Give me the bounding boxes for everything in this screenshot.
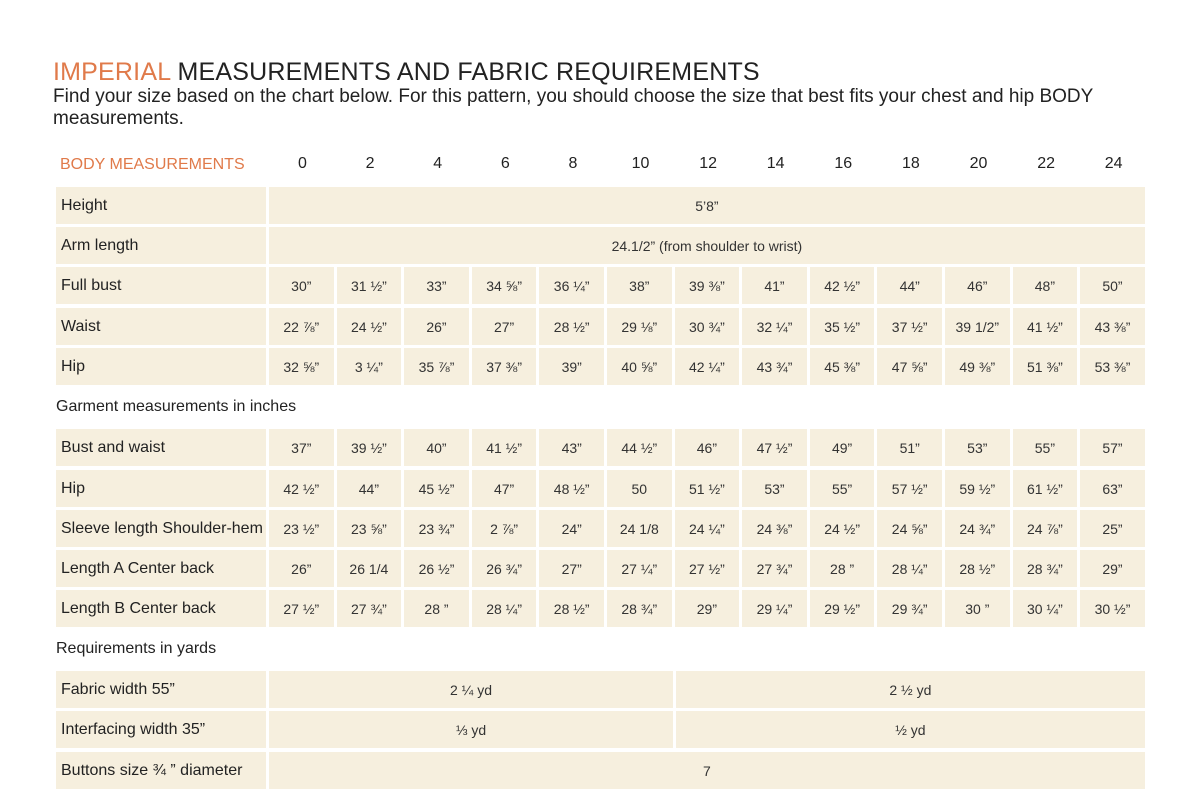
row-label-hip: Hip	[56, 348, 266, 385]
waist-cell: 27”	[472, 308, 537, 345]
row-label-garment-hip: Hip	[56, 470, 266, 507]
row-label-fabric-width: Fabric width 55”	[56, 671, 266, 708]
row-label-arm-length: Arm length	[56, 227, 266, 264]
waist-cell: 22 ⅞”	[269, 308, 334, 345]
length-b-cell: 28 ¾”	[607, 590, 672, 627]
body-hip-cell: 49 ⅜”	[945, 348, 1010, 385]
sleeve-length-cell: 24 ⅜”	[742, 510, 807, 547]
interfacing-small-sizes: ⅓ yd	[269, 711, 673, 748]
bust-waist-cell: 46”	[675, 429, 740, 466]
length-a-cell: 28 ”	[810, 550, 875, 587]
buttons-value: 7	[269, 752, 1145, 789]
length-b-cell: 29 ½”	[810, 590, 875, 627]
length-b-cell: 28 ”	[404, 590, 469, 627]
length-a-cell: 28 ¾”	[1013, 550, 1078, 587]
waist-cell: 41 ½”	[1013, 308, 1078, 345]
waist-cell: 28 ½”	[539, 308, 604, 345]
size-header-2: 2	[365, 155, 375, 172]
full-bust-cell: 38”	[607, 267, 672, 304]
row-label-waist: Waist	[56, 308, 266, 345]
body-hip-cell: 3 ¼”	[337, 348, 402, 385]
garment-hip-cell: 61 ½”	[1013, 470, 1078, 507]
size-header-14: 14	[766, 155, 785, 172]
row-label-bust-waist: Bust and waist	[56, 429, 266, 466]
garment-hip-cell: 45 ½”	[404, 470, 469, 507]
length-b-cell: 28 ½”	[539, 590, 604, 627]
length-a-cell: 29”	[1080, 550, 1145, 587]
length-b-cell: 29 ¾”	[877, 590, 942, 627]
waist-cell: 32 ¼”	[742, 308, 807, 345]
waist-cell: 39 1/2”	[945, 308, 1010, 345]
garment-hip-cell: 63”	[1080, 470, 1145, 507]
full-bust-cell: 46”	[945, 267, 1010, 304]
garment-hip-cell: 53”	[742, 470, 807, 507]
body-hip-cell: 42 ¼”	[675, 348, 740, 385]
length-b-cell: 29 ¼”	[742, 590, 807, 627]
bust-waist-cell: 55”	[1013, 429, 1078, 466]
page-title	[53, 58, 760, 87]
waist-cell: 24 ½”	[337, 308, 402, 345]
waist-cell: 35 ½”	[810, 308, 875, 345]
bust-waist-cell: 40”	[404, 429, 469, 466]
garment-hip-cell: 50	[607, 470, 672, 507]
body-hip-cell: 32 ⅝”	[269, 348, 334, 385]
length-a-cell: 26”	[269, 550, 334, 587]
size-header-8: 8	[568, 155, 578, 172]
body-hip-cell: 51 ⅜”	[1013, 348, 1078, 385]
size-header-16: 16	[834, 155, 853, 172]
full-bust-cell: 34 ⅝”	[472, 267, 537, 304]
full-bust-cell: 41”	[742, 267, 807, 304]
length-a-cell: 26 ¾”	[472, 550, 537, 587]
body-hip-cell: 47 ⅝”	[877, 348, 942, 385]
interfacing-large-sizes: ½ yd	[676, 711, 1145, 748]
sleeve-length-cell: 24 ¾”	[945, 510, 1010, 547]
row-label-sleeve-length: Sleeve length Shoulder-hem	[56, 510, 266, 547]
sleeve-length-cell: 2 ⅞”	[472, 510, 537, 547]
bust-waist-cell: 49”	[810, 429, 875, 466]
size-header-0: 0	[298, 155, 307, 172]
sleeve-length-cell: 24 ⅞”	[1013, 510, 1078, 547]
waist-cell: 26”	[404, 308, 469, 345]
page-subtitle: Find your size based on the chart below. For this pattern, you should choose the size that best fits your chest and hip BODY measurements.	[53, 86, 1093, 129]
row-label-length-b: Length B Center back	[56, 590, 266, 627]
full-bust-cell: 48”	[1013, 267, 1078, 304]
garment-hip-cell: 51 ½”	[675, 470, 740, 507]
length-a-cell: 27”	[539, 550, 604, 587]
length-b-cell: 27 ½”	[269, 590, 334, 627]
garment-hip-cell: 48 ½”	[539, 470, 604, 507]
garment-hip-cell: 57 ½”	[877, 470, 942, 507]
size-header-20: 20	[969, 155, 988, 172]
body-hip-cell: 39”	[539, 348, 604, 385]
length-b-cell: 30 ”	[945, 590, 1010, 627]
bust-waist-cell: 47 ½”	[742, 429, 807, 466]
size-header-24: 24	[1104, 155, 1123, 172]
garment-hip-cell: 44”	[337, 470, 402, 507]
length-a-cell: 27 ¾”	[742, 550, 807, 587]
full-bust-cell: 33”	[404, 267, 469, 304]
size-header-6: 6	[500, 155, 510, 172]
full-bust-cell: 36 ¼”	[539, 267, 604, 304]
length-b-cell: 27 ¾”	[337, 590, 402, 627]
waist-cell: 29 ⅛”	[607, 308, 672, 345]
bust-waist-cell: 41 ½”	[472, 429, 537, 466]
length-a-cell: 28 ¼”	[877, 550, 942, 587]
size-header-10: 10	[631, 155, 650, 172]
full-bust-cell: 30”	[269, 267, 334, 304]
garment-hip-cell: 55”	[810, 470, 875, 507]
garment-section-heading: Garment measurements in inches	[56, 398, 297, 415]
length-a-cell: 28 ½”	[945, 550, 1010, 587]
bust-waist-cell: 53”	[945, 429, 1010, 466]
sleeve-length-cell: 23 ⅝”	[337, 510, 402, 547]
full-bust-cell: 42 ½”	[810, 267, 875, 304]
bust-waist-cell: 43”	[539, 429, 604, 466]
row-label-height: Height	[56, 187, 266, 224]
body-hip-cell: 45 ⅜”	[810, 348, 875, 385]
waist-cell: 37 ½”	[877, 308, 942, 345]
body-hip-cell: 43 ¾”	[742, 348, 807, 385]
sleeve-length-cell: 24 1/8	[607, 510, 672, 547]
garment-hip-cell: 42 ½”	[269, 470, 334, 507]
body-hip-cell: 40 ⅝”	[607, 348, 672, 385]
sleeve-length-cell: 23 ½”	[269, 510, 334, 547]
waist-cell: 30 ¾”	[675, 308, 740, 345]
sleeve-length-cell: 24 ¼”	[675, 510, 740, 547]
waist-cell: 43 ⅜”	[1080, 308, 1145, 345]
size-header-12: 12	[699, 155, 717, 172]
sleeve-length-cell: 25”	[1080, 510, 1145, 547]
title-accent: IMPERIAL	[53, 58, 171, 86]
bust-waist-cell: 51”	[877, 429, 942, 466]
full-bust-cell: 39 ⅜”	[675, 267, 740, 304]
title-rest: MEASUREMENTS AND FABRIC REQUIREMENTS	[170, 58, 760, 86]
length-b-cell: 28 ¼”	[472, 590, 537, 627]
arm-length-value: 24.1/2” (from shoulder to wrist)	[269, 227, 1145, 264]
body-hip-cell: 37 ⅜”	[472, 348, 537, 385]
sleeve-length-cell: 24 ½”	[810, 510, 875, 547]
full-bust-cell: 50”	[1080, 267, 1145, 304]
bust-waist-cell: 44 ½”	[607, 429, 672, 466]
length-b-cell: 30 ½”	[1080, 590, 1145, 627]
full-bust-cell: 44”	[877, 267, 942, 304]
body-hip-cell: 35 ⅞”	[404, 348, 469, 385]
fabric-small-sizes: 2 ¼ yd	[269, 671, 673, 708]
requirements-section-heading: Requirements in yards	[56, 640, 217, 657]
length-a-cell: 27 ½”	[675, 550, 740, 587]
size-header-22: 22	[1037, 155, 1055, 172]
row-label-length-a: Length A Center back	[56, 550, 266, 587]
sleeve-length-cell: 24 ⅝”	[877, 510, 942, 547]
height-value: 5’8”	[269, 187, 1145, 224]
length-b-cell: 29”	[675, 590, 740, 627]
row-label-full-bust: Full bust	[56, 267, 266, 304]
full-bust-cell: 31 ½”	[337, 267, 402, 304]
length-a-cell: 26 ½”	[404, 550, 469, 587]
garment-hip-cell: 59 ½”	[945, 470, 1010, 507]
garment-hip-cell: 47”	[472, 470, 537, 507]
body-measurements-header: BODY MEASUREMENTS	[60, 156, 245, 173]
bust-waist-cell: 37”	[269, 429, 334, 466]
bust-waist-cell: 57”	[1080, 429, 1145, 466]
sleeve-length-cell: 23 ¾”	[404, 510, 469, 547]
bust-waist-cell: 39 ½”	[337, 429, 402, 466]
length-a-cell: 27 ¼”	[607, 550, 672, 587]
length-b-cell: 30 ¼”	[1013, 590, 1078, 627]
size-header-18: 18	[901, 155, 920, 172]
size-header-4: 4	[433, 155, 443, 172]
sleeve-length-cell: 24”	[539, 510, 604, 547]
row-label-buttons: Buttons size ¾ ” diameter	[56, 752, 266, 789]
fabric-large-sizes: 2 ½ yd	[676, 671, 1145, 708]
length-a-cell: 26 1/4	[337, 550, 402, 587]
body-hip-cell: 53 ⅜”	[1080, 348, 1145, 385]
row-label-interfacing-width: Interfacing width 35”	[56, 711, 266, 748]
